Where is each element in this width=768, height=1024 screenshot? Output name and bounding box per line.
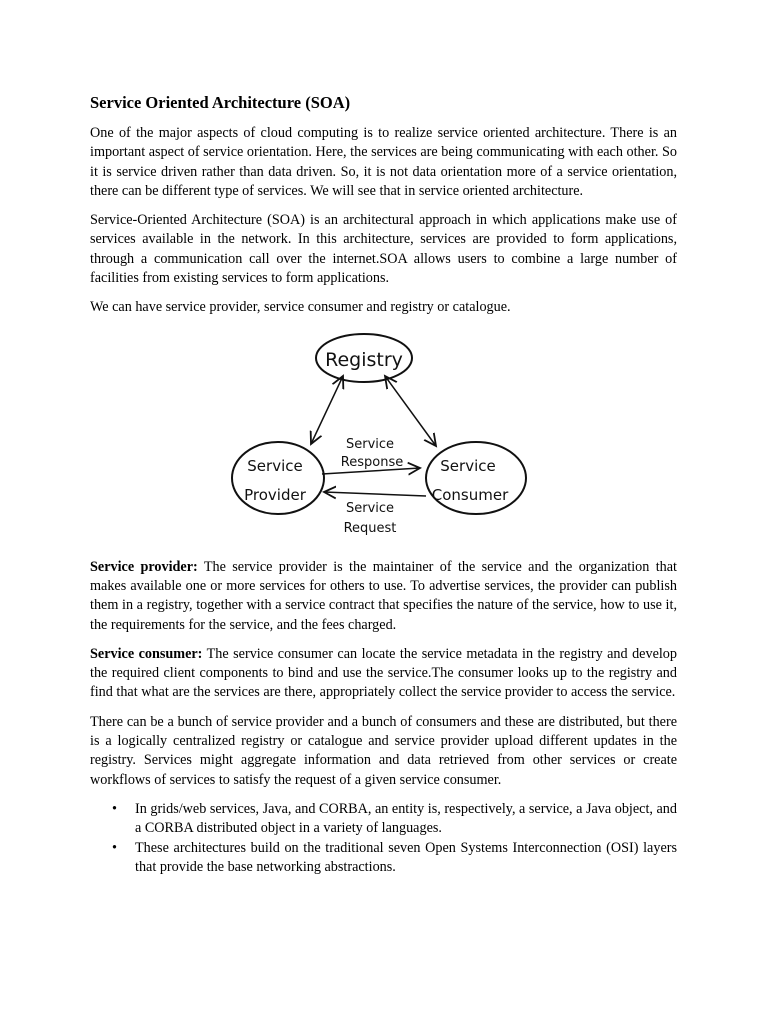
- registry-consumer-arrow: [385, 376, 436, 446]
- consumer-definition: [90, 645, 677, 703]
- bullet-icon: •: [112, 800, 117, 817]
- document-content: [90, 92, 677, 877]
- response-label-line1: Service: [345, 436, 395, 452]
- registry-label: Registry: [325, 348, 403, 371]
- soa-definition-paragraph: Service-Oriented Architecture (SOA) is an architectural approach in which applications make use of services available in the network. In this architecture, services are provided to form applications, through a communication call over the internet.SOA allows users to combine a large number of facilities from existing services to form applications.: [90, 212, 677, 287]
- consumer-description: The service consumer can locate the service metadata in the registry and develop the required client components to bind and use the service.The consumer looks up to the registry and find that what are the services are there, appropriately collect the service provider to access the service.: [90, 645, 677, 701]
- provider-description: The service provider is the maintainer of the service and the organization that makes available one or more services for others to use. To advertise services, the provider can publish them in a registry, together with a service contract that specifies the nature of the service, how to use it, the requirements for the service, and the fees charged.: [90, 558, 677, 633]
- roles-paragraph: We can have service provider, service consumer and registry or catalogue.: [90, 299, 511, 316]
- list-item-text: In grids/web services, Java, and CORBA, an entity is, respectively, a service, a Java object, and a CORBA distributed object in a variety of languages.: [135, 800, 677, 837]
- intro-paragraph: One of the major aspects of cloud computing is to realize service oriented architecture. There is an important aspect of service orientation. Here, the services are being communicating with each other. So it is service driven rather than data driven. So, it is not data orientation more of a service orientation, there can be different type of services. We will see that in service oriented architecture.: [90, 125, 677, 199]
- response-label-line2: Response: [340, 454, 404, 470]
- list-item-text: These architectures build on the traditional seven Open Systems Interconnection (OSI) layers that provide the base networking abstractions.: [135, 839, 677, 875]
- page-title: Service Oriented Architecture (SOA): [90, 93, 351, 112]
- consumer-label-line2: Consumer: [431, 485, 509, 504]
- provider-term: Service provider:: [90, 558, 198, 575]
- soa-diagram-drawing: [230, 328, 530, 548]
- provider-definition: [90, 558, 677, 635]
- distribution-paragraph: There can be a bunch of service provider and a bunch of consumers and these are distributed, but there is a logically centralized registry or catalogue and service provider upload different updates in the registry. Services might aggregate information and data retrieved from other services or create workflows of services to satisfy the request of a given service consumer.: [90, 713, 677, 788]
- provider-label-line2: Provider: [244, 485, 306, 504]
- registry-provider-arrow: [311, 376, 343, 444]
- bullet-icon: •: [112, 839, 117, 856]
- list-item: [90, 800, 677, 839]
- provider-label-line1: Service: [247, 456, 303, 475]
- consumer-term: Service consumer:: [90, 645, 203, 662]
- request-label-line1: Service: [345, 500, 395, 516]
- list-item: [90, 839, 677, 878]
- bullet-list: [90, 800, 677, 877]
- request-label-line2: Request: [343, 520, 397, 536]
- request-arrow: [324, 492, 426, 496]
- consumer-label-line1: Service: [440, 456, 496, 475]
- soa-diagram: [90, 328, 677, 548]
